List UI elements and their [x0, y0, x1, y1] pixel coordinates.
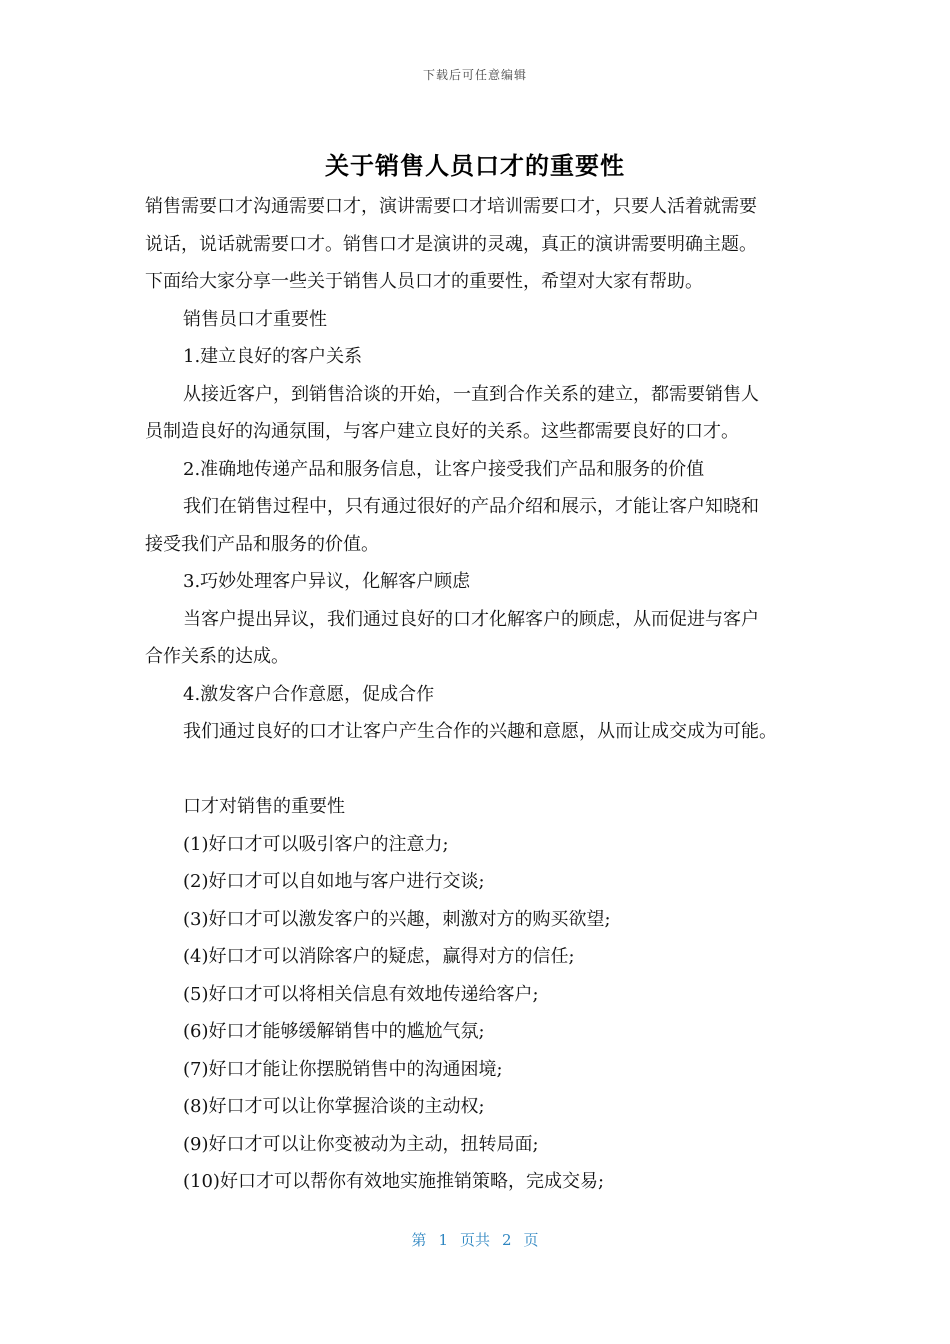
item-heading: 4.激发客户合作意愿，促成合作 [183, 683, 435, 705]
paragraph-line: 我们在销售过程中，只有通过很好的产品介绍和展示，才能让客户知晓和 [183, 496, 759, 517]
footer-page-suffix: 页 [523, 1231, 539, 1249]
list-item: (1)好口才可以吸引客户的注意力; [183, 833, 449, 855]
footer-page-number: 1 [438, 1231, 448, 1249]
list-item: (10)好口才可以帮你有效地实施推销策略，完成交易; [183, 1171, 605, 1192]
list-item: (2)好口才可以自如地与客户进行交谈; [183, 871, 485, 892]
footer-of-word: 页共 [459, 1231, 490, 1249]
paragraph-line: 从接近客户，到销售洽谈的开始，一直到合作关系的建立，都需要销售人 [183, 383, 759, 405]
list-item: (8)好口才可以让你掌握洽谈的主动权; [183, 1096, 485, 1117]
intro-line: 销售需要口才沟通需要口才，演讲需要口才培训需要口才，只要人活着就需要 [145, 196, 757, 217]
paragraph-line: 当客户提出异议，我们通过良好的口才化解客户的顾虑，从而促进与客户 [183, 608, 759, 630]
list-item: (9)好口才可以让你变被动为主动，扭转局面; [183, 1133, 539, 1155]
item-heading: 1.建立良好的客户关系 [183, 346, 363, 367]
paragraph-line: 我们通过良好的口才让客户产生合作的兴趣和意愿，从而让成交成为可能。 [183, 721, 777, 742]
page-footer [0, 1229, 950, 1250]
list-item: (5)好口才可以将相关信息有效地传递给客户; [183, 983, 539, 1005]
intro-line: 下面给大家分享一些关于销售人员口才的重要性，希望对大家有帮助。 [145, 271, 703, 292]
item-heading: 2.准确地传递产品和服务信息，让客户接受我们产品和服务的价值 [183, 458, 705, 480]
item-heading: 3.巧妙处理客户异议，化解客户顾虑 [183, 571, 471, 592]
intro-line: 说话，说话就需要口才。销售口才是演讲的灵魂，真正的演讲需要明确主题。 [145, 233, 757, 255]
document-body [145, 188, 810, 1201]
footer-page-word: 第 [411, 1231, 427, 1249]
list-item: (3)好口才可以激发客户的兴趣，刺激对方的购买欲望; [183, 908, 611, 930]
blank-line [145, 751, 810, 789]
list-item: (7)好口才能让你摆脱销售中的沟通困境; [183, 1058, 503, 1080]
paragraph-line: 接受我们产品和服务的价值。 [145, 533, 379, 555]
footer-total-pages: 2 [502, 1231, 512, 1249]
list-item: (6)好口才能够缓解销售中的尴尬气氛; [183, 1021, 485, 1042]
paragraph-line: 员制造良好的沟通氛围，与客户建立良好的关系。这些都需要良好的口才。 [145, 421, 739, 442]
section-heading: 销售员口才重要性 [183, 308, 327, 330]
paragraph-line: 合作关系的达成。 [145, 646, 289, 667]
list-item: (4)好口才可以消除客户的疑虑，赢得对方的信任; [183, 946, 575, 967]
page-header: 下载后可任意编辑 [422, 68, 527, 82]
section-heading: 口才对销售的重要性 [183, 796, 345, 817]
document-title: 关于销售人员口才的重要性 [325, 152, 625, 180]
